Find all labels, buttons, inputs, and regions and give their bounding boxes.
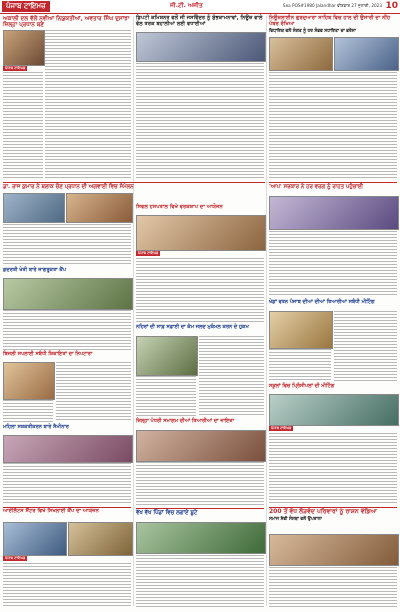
paper-title: ਪੰਜਾਬ ਟਾਇਮਜ਼ (2, 1, 50, 12)
edition-label: ਜੀ.ਟੀ. ਅਜੀਤ (170, 2, 203, 9)
photo (3, 362, 55, 400)
body-text (56, 362, 131, 422)
story-15 (136, 510, 264, 516)
photo (3, 30, 45, 66)
headline: ਅਕਾਲੀ ਦਲ ਵੱਲੋਂ ਨਵੀਆਂ ਨਿਯੁਕਤੀਆਂ, ਅਵਤਾਰ ਸਿੰਘ ਦੁਸਾਂਝਾ ਜ਼ਿਲ੍ਹਾ ਪ੍ਰਧਾਨ ਬਣੇ (3, 16, 130, 29)
photo (269, 311, 333, 349)
headline: ਕੁਦਰਤੀ ਖੇਤੀ ਬਾਰੇ ਜਾਗਰੂਕਤਾ ਕੈਂਪ (3, 267, 66, 273)
headline: ਖੇਡਾਂ ਵਤਨ ਪੰਜਾਬ ਦੀਆਂ ਦੀਆਂ ਤਿਆਰੀਆਂ ਸਬੰਧੀ ਮੀਟਿੰਗ (269, 299, 375, 305)
body-text (3, 310, 131, 350)
body-text (3, 72, 43, 180)
headline: ਨਹਿਰਾਂ ਦੀ ਸਾਫ਼ ਸਫ਼ਾਈ ਦਾ ਕੰਮ ਜਲਦ ਮੁਕੰਮਲ ਕਰਨ ਦੇ ਹੁਕਮ (136, 324, 249, 330)
photo (68, 522, 133, 556)
headline: 200 ਤੋਂ ਵੱਧ ਲੋੜਵੰਦ ਪਰਿਵਾਰਾਂ ਨੂੰ ਰਾਸ਼ਨ ਵੰਡਿਆ (269, 508, 377, 515)
photo (269, 394, 399, 426)
body-text (45, 30, 131, 180)
story-4 (3, 184, 265, 190)
body-text (269, 567, 397, 607)
masthead (0, 0, 400, 14)
divider (136, 508, 264, 509)
byline-tag: ਪੰਜਾਬ ਟਾਇਮਜ਼ (5, 66, 26, 70)
story-13 (3, 425, 131, 431)
body-text (3, 563, 131, 607)
headline: ਨਿਊਜ਼ਲਾਈਨ ਗੁਰਦੁਆਰਾ ਸਾਹਿਬ ਵਿਚ ਹਾਲ ਦੀ ਉਸਾਰੀ ਦਾ ਨੀਂਹ ਪੱਥਰ ਰੱਖਿਆ (269, 15, 391, 27)
headline: ਜ਼ਿਲ੍ਹਾ ਪੱਧਰੀ ਸਮਾਗਮ ਦੀਆਂ ਤਿਆਰੀਆਂ ਦਾ ਜਾਇਜ਼ਾ (136, 418, 235, 424)
story-16 (269, 509, 397, 522)
body-text (136, 555, 264, 607)
photo (3, 193, 65, 223)
headline: 'ਆਪ' ਸਰਕਾਰ ਨੇ ਹਰ ਵਰਗ ਨੂੰ ਰਾਹਤ ਪਹੁੰਚਾਈ (269, 184, 363, 190)
body-text (136, 462, 264, 506)
photo (269, 37, 333, 71)
divider (3, 182, 265, 183)
story-5 (136, 205, 264, 211)
photo (136, 336, 198, 376)
divider (269, 182, 397, 183)
page-number: 10 (385, 1, 398, 11)
body-text (199, 336, 264, 416)
photo (3, 278, 133, 310)
column-divider (133, 16, 134, 606)
headline: ਸਕੂਲਾਂ ਵਿਚ ਪ੍ਰਿੰਸੀਪਲਾਂ ਦੀ ਮੀਟਿੰਗ (269, 383, 335, 389)
body-text (3, 400, 53, 422)
body-text (136, 258, 264, 322)
column-divider (266, 16, 267, 606)
story-3 (269, 16, 397, 34)
subheadline: ਵਿਧਾਇਕ ਵਲੋਂ ਸੰਗਤ ਨੂੰ ਹਰ ਸੰਭਵ ਸਹਾਇਤਾ ਦਾ ਭਰੋਸਾ (269, 28, 356, 34)
photo (136, 522, 266, 554)
body-text (3, 224, 131, 266)
body-text (269, 72, 397, 180)
subheadline: ਸਮਾਜ ਸੇਵੀ ਸੰਸਥਾ ਵਲੋਂ ਉਪਰਾਲਾ (269, 516, 322, 522)
story-8 (136, 325, 264, 331)
photo (269, 534, 399, 566)
photo (3, 435, 133, 463)
body-text (136, 376, 196, 416)
story-6 (269, 184, 397, 190)
byline-tag: ਪੰਜਾਬ ਟਾਇਮਜ਼ (271, 426, 292, 430)
story-14 (3, 509, 131, 515)
story-11 (3, 352, 131, 358)
photo (334, 37, 399, 71)
headline: ਆਈਲੈਟਸ ਸੈਂਟਰ ਵਿਖੇ ਸਿਖਲਾਈ ਕੈਂਪ ਦਾ ਆਯੋਜਨ (3, 508, 99, 514)
headline: ਡਾ. ਰਾਜ ਕੁਮਾਰ ਨੇ ਬਲਾਕ ਚੋਣ ਪ੍ਰਧਾਨ ਦੀ ਅਗਵਾਈ ਵਿਚ ਸੰਮੇਲਨ (3, 184, 134, 190)
headline: ਡਿਪਟੀ ਕਮਿਸ਼ਨਰ ਵਲੋਂ ਜੀ ਜਸਵਿੰਦਰ ਨੂੰ ਸ਼ੁੱਭਕਾਮਨਾਵਾਂ, ਨਿਊਜ਼ ਵਾਲੇ ਵੱਲ ਤਰਕ ਬਹਾਲੀਆਂ ਲਈ ਵਧਾਈਆਂ (136, 15, 263, 27)
photo (136, 215, 266, 251)
headline: ਬਿਜਲੀ ਸਪਲਾਈ ਸਬੰਧੀ ਸ਼ਿਕਾਇਤਾਂ ਦਾ ਨਿਪਟਾਰਾ (3, 351, 93, 357)
story-9 (269, 300, 397, 306)
dateline: Sea POS#1980 Jalandhar ਵੀਰਵਾਰ 27 ਜੁਲਾਈ, 2023 (282, 3, 382, 8)
photo (136, 32, 266, 62)
photo (136, 430, 266, 462)
headline: ਮਹਿਲਾ ਸਸ਼ਕਤੀਕਰਨ ਬਾਰੇ ਸੈਮੀਨਾਰ (3, 424, 69, 430)
byline-tag: ਪੰਜਾਬ ਟਾਇਮਜ਼ (5, 556, 26, 560)
headline: ਵੱਖ ਵੱਖ ਪਿੰਡਾਂ ਵਿਚ ਲਗਾਏ ਬੂਟੇ (136, 510, 198, 516)
byline-tag: ਪੰਜਾਬ ਟਾਇਮਜ਼ (138, 251, 159, 255)
photo (3, 522, 67, 556)
photo (66, 193, 133, 223)
body-text (334, 311, 397, 381)
body-text (136, 63, 264, 180)
body-text (3, 463, 131, 505)
story-2 (136, 16, 264, 28)
story-7 (269, 384, 397, 390)
story-10 (3, 268, 131, 274)
body-text (269, 231, 397, 297)
body-text (269, 433, 397, 505)
photo (269, 196, 399, 230)
story-12 (136, 419, 264, 425)
headline: ਸਿਵਲ ਹਸਪਤਾਲ ਵਿਖੇ ਵਰਕਸ਼ਾਪ ਦਾ ਆਯੋਜਨ (136, 204, 223, 210)
body-text (269, 349, 331, 381)
story-1 (3, 16, 131, 29)
